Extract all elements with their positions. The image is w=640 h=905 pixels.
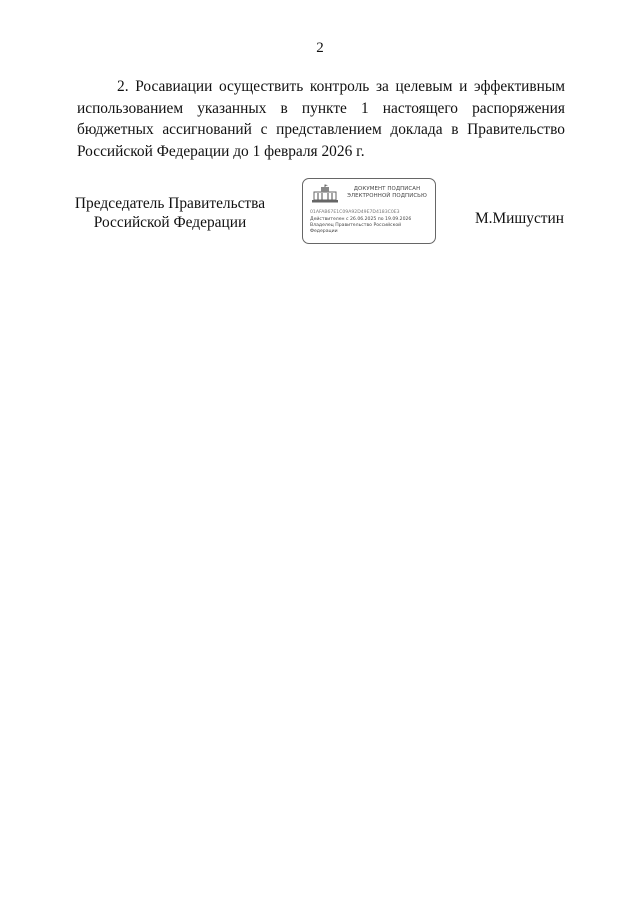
signatory-position-line1: Председатель Правительства	[74, 195, 266, 212]
stamp-title-line2: ЭЛЕКТРОННОЙ ПОДПИСЬЮ	[347, 193, 427, 199]
stamp-owner: Владелец Правительство Российской Федерации	[310, 223, 402, 234]
stamp-title	[341, 186, 433, 200]
signer-name: М.Мишустин	[474, 210, 564, 227]
signatory-position-line2: Российской Федерации	[93, 214, 247, 231]
stamp-title-line1: ДОКУМЕНТ ПОДПИСАН	[353, 186, 421, 192]
stamp-certificate: 01AFAB67E1C09A92D49E7D4183C0E3	[310, 210, 400, 215]
stamp-validity: Действителен с 26.06.2025 по 19.09.2026	[310, 217, 412, 222]
emblem-icon	[311, 184, 339, 204]
signatory-position	[70, 194, 270, 232]
resolution-paragraph: 2. Росавиации осуществить контроль за целевым и эффективным использованием указанных в пункте 1 настоящего распоряжения бюджетных ассигнований с представлением доклада в Правительство Российской Федерации до 1 февраля 2026 г.	[77, 78, 565, 160]
electronic-signature-stamp	[302, 178, 436, 244]
page-number: 2	[316, 40, 324, 56]
